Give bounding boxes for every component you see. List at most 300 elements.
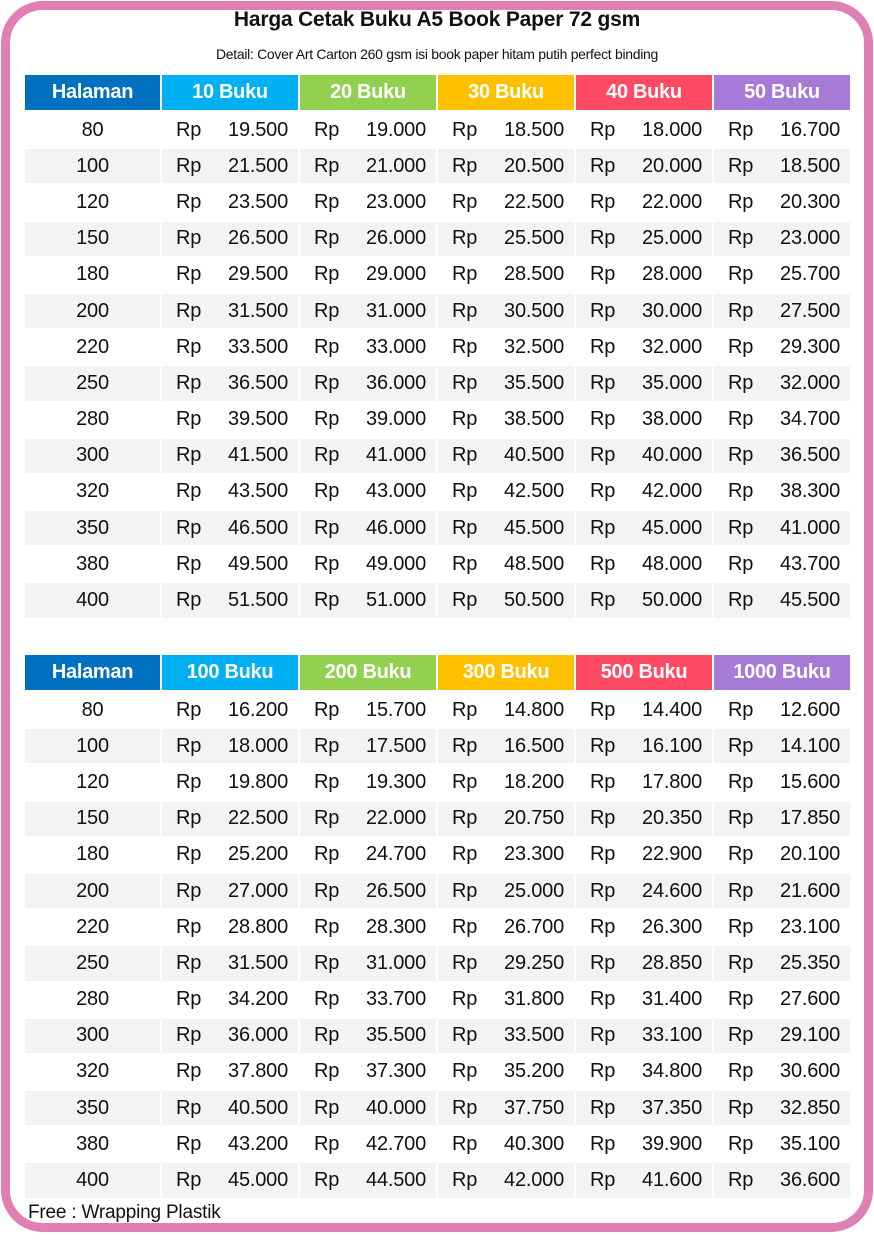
page-count-cell: 280 (76, 988, 109, 1011)
price-cell (162, 909, 298, 945)
price-value: 26.500 (366, 879, 426, 902)
price-cell (576, 1054, 712, 1090)
column-header-quantity: 10 Buku (162, 75, 298, 110)
page-count-cell: 320 (76, 480, 109, 503)
price-cell (300, 764, 436, 800)
price-cell (162, 511, 298, 545)
currency-label: Rp (590, 1060, 616, 1083)
currency-label: Rp (452, 444, 478, 467)
price-cell (162, 1091, 298, 1125)
price-cell (714, 329, 850, 365)
currency-label: Rp (176, 807, 202, 830)
price-cell (300, 366, 436, 400)
currency-label: Rp (590, 227, 616, 250)
price-value: 46.000 (366, 516, 426, 539)
currency-label: Rp (590, 408, 616, 431)
price-value: 26.000 (366, 227, 426, 250)
currency-label: Rp (176, 190, 202, 213)
price-value: 16.500 (504, 734, 564, 757)
currency-label: Rp (176, 154, 202, 177)
price-value: 19.500 (228, 118, 288, 141)
price-value: 39.000 (366, 408, 426, 431)
currency-label: Rp (176, 951, 202, 974)
price-cell (438, 184, 574, 220)
price-value: 41.000 (780, 516, 840, 539)
currency-label: Rp (590, 299, 616, 322)
currency-label: Rp (452, 807, 478, 830)
price-value: 35.500 (366, 1024, 426, 1047)
currency-label: Rp (452, 843, 478, 866)
table-row (25, 1018, 850, 1054)
price-cell (714, 583, 850, 617)
price-cell (162, 474, 298, 510)
price-value: 31.800 (504, 988, 564, 1011)
price-cell (300, 1054, 436, 1090)
currency-label: Rp (176, 879, 202, 902)
price-cell (438, 837, 574, 873)
currency-label: Rp (452, 371, 478, 394)
price-cell (162, 982, 298, 1018)
page-count-cell: 350 (25, 1091, 160, 1125)
price-value: 33.000 (366, 335, 426, 358)
price-value: 38.000 (642, 408, 702, 431)
currency-label: Rp (314, 190, 340, 213)
page-count-cell: 380 (76, 1132, 109, 1155)
column-header-quantity: 100 Buku (162, 655, 298, 690)
currency-label: Rp (452, 770, 478, 793)
price-cell (576, 112, 712, 148)
price-cell (576, 222, 712, 256)
page-count-cell: 150 (25, 802, 160, 836)
price-value: 34.200 (228, 988, 288, 1011)
price-value: 37.300 (366, 1060, 426, 1083)
price-cell (438, 511, 574, 545)
price-value: 17.800 (642, 770, 702, 793)
price-cell (714, 1054, 850, 1090)
price-cell (438, 294, 574, 328)
price-value: 18.200 (504, 770, 564, 793)
price-value: 19.000 (366, 118, 426, 141)
price-cell (438, 1019, 574, 1053)
currency-label: Rp (452, 988, 478, 1011)
table-row (25, 982, 850, 1018)
price-value: 49.500 (228, 552, 288, 575)
price-cell (714, 982, 850, 1018)
currency-label: Rp (728, 807, 754, 830)
price-value: 29.100 (780, 1024, 840, 1047)
currency-label: Rp (728, 1169, 754, 1192)
price-cell (438, 729, 574, 763)
currency-label: Rp (176, 408, 202, 431)
price-value: 38.500 (504, 408, 564, 431)
price-value: 20.350 (642, 807, 702, 830)
currency-label: Rp (452, 299, 478, 322)
price-value: 43.000 (366, 480, 426, 503)
price-cell (300, 692, 436, 728)
price-cell (300, 1091, 436, 1125)
price-cell (714, 149, 850, 183)
currency-label: Rp (452, 227, 478, 250)
page-count-cell: 280 (76, 408, 109, 431)
table-row (25, 510, 850, 546)
price-value: 22.000 (366, 807, 426, 830)
price-value: 28.500 (504, 263, 564, 286)
price-cell (300, 802, 436, 836)
price-cell (714, 294, 850, 328)
price-cell (162, 1054, 298, 1090)
table-row (25, 221, 850, 257)
currency-label: Rp (314, 1060, 340, 1083)
currency-label: Rp (314, 299, 340, 322)
price-cell (714, 1126, 850, 1162)
price-cell (300, 837, 436, 873)
price-value: 19.300 (366, 770, 426, 793)
price-value: 29.000 (366, 263, 426, 286)
price-cell (714, 439, 850, 473)
currency-label: Rp (728, 1060, 754, 1083)
table-row (25, 365, 850, 401)
price-table-small-quantity (25, 75, 850, 619)
currency-label: Rp (728, 371, 754, 394)
price-value: 33.700 (366, 988, 426, 1011)
price-cell (438, 1091, 574, 1125)
price-value: 25.500 (504, 227, 564, 250)
currency-label: Rp (728, 408, 754, 431)
price-cell (438, 222, 574, 256)
price-cell (438, 1054, 574, 1090)
price-value: 18.000 (642, 118, 702, 141)
currency-label: Rp (176, 1060, 202, 1083)
price-cell (714, 909, 850, 945)
price-cell (576, 366, 712, 400)
page-count-cell: 400 (25, 1163, 160, 1197)
table-row (25, 148, 850, 184)
currency-label: Rp (314, 1132, 340, 1155)
price-value: 26.500 (228, 227, 288, 250)
column-header-quantity: 20 Buku (300, 75, 436, 110)
currency-label: Rp (728, 190, 754, 213)
price-value: 22.500 (228, 807, 288, 830)
currency-label: Rp (728, 263, 754, 286)
page-count-cell: 200 (25, 874, 160, 908)
price-value: 25.000 (504, 879, 564, 902)
price-value: 51.000 (366, 589, 426, 612)
price-value: 42.000 (504, 1169, 564, 1192)
price-value: 28.800 (228, 915, 288, 938)
price-cell (714, 511, 850, 545)
currency-label: Rp (590, 154, 616, 177)
price-cell (576, 692, 712, 728)
currency-label: Rp (176, 698, 202, 721)
price-value: 15.700 (366, 698, 426, 721)
price-value: 45.000 (228, 1169, 288, 1192)
currency-label: Rp (590, 118, 616, 141)
page-count-cell: 120 (76, 770, 109, 793)
price-value: 20.000 (642, 154, 702, 177)
currency-label: Rp (728, 516, 754, 539)
currency-label: Rp (176, 335, 202, 358)
price-value: 45.000 (642, 516, 702, 539)
page-count-cell: 320 (76, 1060, 109, 1083)
price-value: 18.500 (504, 118, 564, 141)
price-cell (576, 474, 712, 510)
currency-label: Rp (590, 516, 616, 539)
price-cell (162, 402, 298, 438)
currency-label: Rp (728, 770, 754, 793)
price-value: 33.100 (642, 1024, 702, 1047)
price-value: 51.500 (228, 589, 288, 612)
table-row (25, 945, 850, 981)
price-cell (300, 909, 436, 945)
table-row (25, 873, 850, 909)
price-value: 45.500 (504, 516, 564, 539)
price-value: 29.300 (780, 335, 840, 358)
currency-label: Rp (728, 734, 754, 757)
table-row (25, 257, 850, 293)
currency-label: Rp (176, 118, 202, 141)
price-value: 35.200 (504, 1060, 564, 1083)
currency-label: Rp (452, 1132, 478, 1155)
page-count-cell: 150 (25, 222, 160, 256)
footer-note: Free : Wrapping Plastik (28, 1202, 221, 1223)
price-cell (438, 874, 574, 908)
price-cell (714, 1091, 850, 1125)
price-cell (576, 909, 712, 945)
price-cell (576, 257, 712, 293)
price-cell (162, 439, 298, 473)
price-value: 33.500 (228, 335, 288, 358)
price-cell (714, 112, 850, 148)
price-value: 17.850 (780, 807, 840, 830)
table-row (25, 582, 850, 618)
page-subtitle: Detail: Cover Art Carton 260 gsm isi book paper hitam putih perfect binding (215, 46, 659, 62)
currency-label: Rp (728, 843, 754, 866)
price-cell (576, 946, 712, 980)
price-cell (162, 1019, 298, 1053)
page-count-cell: 380 (76, 552, 109, 575)
currency-label: Rp (728, 951, 754, 974)
page-count-cell: 120 (76, 190, 109, 213)
currency-label: Rp (176, 227, 202, 250)
price-cell (300, 222, 436, 256)
currency-label: Rp (176, 299, 202, 322)
price-cell (438, 764, 574, 800)
price-cell (714, 692, 850, 728)
price-cell (162, 1163, 298, 1197)
currency-label: Rp (176, 263, 202, 286)
price-cell (162, 764, 298, 800)
price-value: 20.750 (504, 807, 564, 830)
price-cell (576, 874, 712, 908)
table-row (25, 692, 850, 728)
price-value: 37.350 (642, 1096, 702, 1119)
price-value: 48.500 (504, 552, 564, 575)
currency-label: Rp (452, 734, 478, 757)
page-count-cell: 220 (76, 915, 109, 938)
price-value: 32.850 (780, 1096, 840, 1119)
currency-label: Rp (314, 988, 340, 1011)
price-value: 49.000 (366, 552, 426, 575)
price-cell (300, 874, 436, 908)
currency-label: Rp (314, 444, 340, 467)
table-row (25, 112, 850, 148)
price-cell (300, 329, 436, 365)
price-cell (162, 257, 298, 293)
price-cell (162, 366, 298, 400)
price-value: 20.100 (780, 843, 840, 866)
currency-label: Rp (590, 263, 616, 286)
page-count-cell: 180 (76, 263, 109, 286)
price-value: 28.850 (642, 951, 702, 974)
table-row (25, 184, 850, 220)
price-value: 16.700 (780, 118, 840, 141)
page-count-cell: 250 (25, 946, 160, 980)
price-value: 26.700 (504, 915, 564, 938)
price-value: 23.300 (504, 843, 564, 866)
table-row (25, 402, 850, 438)
price-value: 12.600 (780, 698, 840, 721)
currency-label: Rp (590, 734, 616, 757)
currency-label: Rp (452, 190, 478, 213)
price-value: 36.000 (228, 1024, 288, 1047)
price-cell (162, 946, 298, 980)
currency-label: Rp (590, 988, 616, 1011)
currency-label: Rp (590, 371, 616, 394)
price-value: 43.700 (780, 552, 840, 575)
price-cell (300, 439, 436, 473)
table-row (25, 837, 850, 873)
price-cell (162, 837, 298, 873)
price-value: 36.500 (228, 371, 288, 394)
price-value: 40.300 (504, 1132, 564, 1155)
column-header-pages: Halaman (25, 655, 160, 690)
currency-label: Rp (314, 734, 340, 757)
price-value: 35.500 (504, 371, 564, 394)
price-value: 23.000 (366, 190, 426, 213)
price-value: 50.500 (504, 589, 564, 612)
table-row (25, 474, 850, 510)
currency-label: Rp (314, 807, 340, 830)
price-cell (576, 729, 712, 763)
page-title: Harga Cetak Buku A5 Book Paper 72 gsm (233, 8, 641, 31)
table-row (25, 1126, 850, 1162)
price-cell (714, 1163, 850, 1197)
price-cell (438, 257, 574, 293)
price-value: 37.750 (504, 1096, 564, 1119)
price-cell (438, 802, 574, 836)
price-cell (300, 729, 436, 763)
price-value: 31.000 (366, 951, 426, 974)
currency-label: Rp (728, 299, 754, 322)
currency-label: Rp (728, 335, 754, 358)
currency-label: Rp (728, 915, 754, 938)
price-cell (576, 546, 712, 582)
price-cell (438, 149, 574, 183)
price-cell (576, 439, 712, 473)
price-value: 22.500 (504, 190, 564, 213)
page-count-cell: 350 (25, 511, 160, 545)
price-value: 40.500 (228, 1096, 288, 1119)
price-value: 34.800 (642, 1060, 702, 1083)
price-value: 21.500 (228, 154, 288, 177)
price-cell (162, 294, 298, 328)
price-cell (576, 1019, 712, 1053)
currency-label: Rp (452, 1060, 478, 1083)
page-count-cell: 100 (25, 149, 160, 183)
price-value: 39.900 (642, 1132, 702, 1155)
currency-label: Rp (176, 843, 202, 866)
price-cell (162, 222, 298, 256)
price-cell (438, 439, 574, 473)
price-cell (714, 184, 850, 220)
price-value: 32.000 (780, 371, 840, 394)
price-value: 35.000 (642, 371, 702, 394)
price-value: 24.600 (642, 879, 702, 902)
price-value: 14.400 (642, 698, 702, 721)
currency-label: Rp (314, 698, 340, 721)
price-cell (576, 294, 712, 328)
price-cell (576, 982, 712, 1018)
column-header-quantity: 1000 Buku (714, 655, 850, 690)
table-row (25, 728, 850, 764)
price-cell (576, 1091, 712, 1125)
column-header-quantity: 40 Buku (576, 75, 712, 110)
price-value: 24.700 (366, 843, 426, 866)
price-value: 23.000 (780, 227, 840, 250)
price-cell (300, 583, 436, 617)
currency-label: Rp (314, 227, 340, 250)
price-cell (162, 112, 298, 148)
currency-label: Rp (176, 516, 202, 539)
table-row (25, 1162, 850, 1198)
price-cell (576, 802, 712, 836)
table-row (25, 1054, 850, 1090)
currency-label: Rp (452, 118, 478, 141)
price-value: 34.700 (780, 408, 840, 431)
price-value: 45.500 (780, 589, 840, 612)
price-cell (576, 583, 712, 617)
price-value: 40.500 (504, 444, 564, 467)
price-cell (714, 874, 850, 908)
price-value: 31.500 (228, 951, 288, 974)
price-value: 17.500 (366, 734, 426, 757)
price-cell (714, 837, 850, 873)
price-value: 36.000 (366, 371, 426, 394)
price-cell (714, 946, 850, 980)
price-cell (576, 149, 712, 183)
table-row (25, 801, 850, 837)
price-cell (438, 1163, 574, 1197)
page-count-cell: 300 (25, 1019, 160, 1053)
currency-label: Rp (590, 879, 616, 902)
currency-label: Rp (590, 1096, 616, 1119)
price-value: 38.300 (780, 480, 840, 503)
currency-label: Rp (314, 879, 340, 902)
price-value: 36.600 (780, 1169, 840, 1192)
currency-label: Rp (176, 480, 202, 503)
price-cell (162, 729, 298, 763)
currency-label: Rp (728, 118, 754, 141)
page-count-cell: 80 (81, 118, 104, 141)
currency-label: Rp (728, 589, 754, 612)
price-cell (300, 511, 436, 545)
currency-label: Rp (452, 480, 478, 503)
price-cell (162, 874, 298, 908)
price-cell (162, 583, 298, 617)
price-cell (300, 257, 436, 293)
currency-label: Rp (314, 371, 340, 394)
price-value: 19.800 (228, 770, 288, 793)
